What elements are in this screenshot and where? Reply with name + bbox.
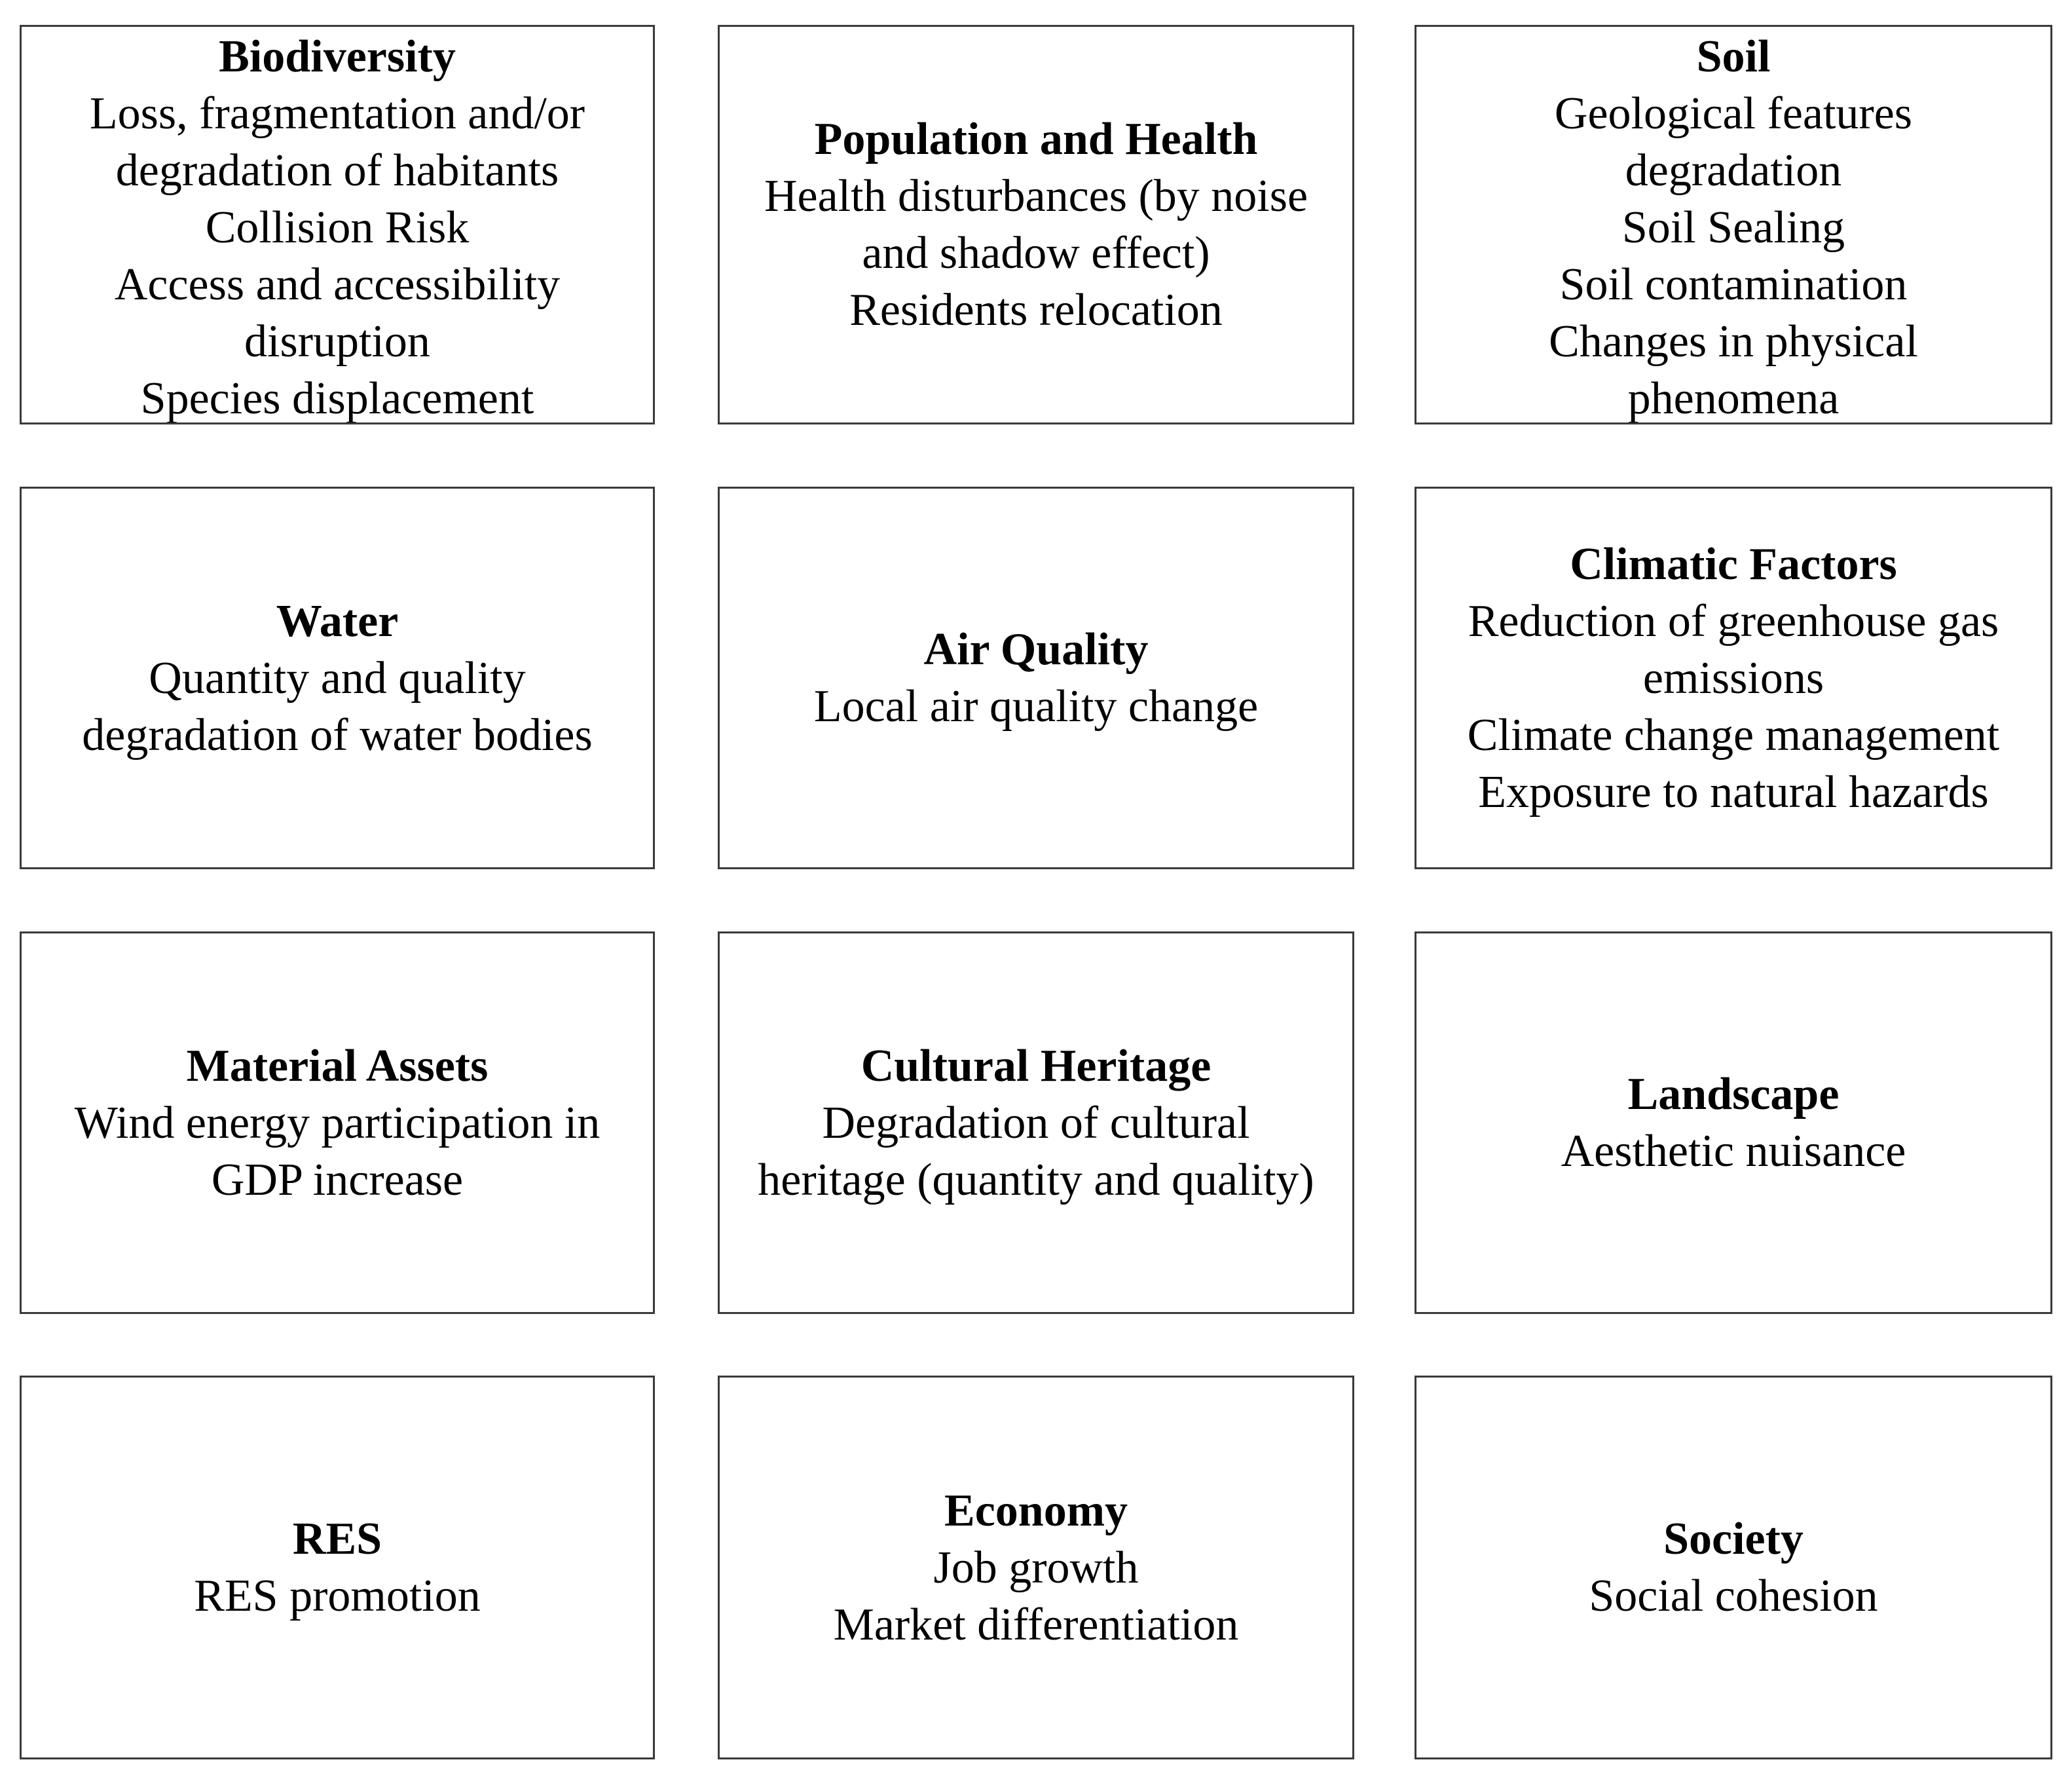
box-line: disruption: [244, 316, 430, 367]
box-line: Exposure to natural hazards: [1478, 766, 1989, 817]
box-line: Changes in physical: [1549, 316, 1918, 367]
box-line: Wind energy participation in: [74, 1097, 601, 1148]
box-title: Cultural Heritage: [860, 1040, 1212, 1091]
box-lines: [194, 1567, 481, 1624]
box-landscape: [1415, 931, 2052, 1314]
box-lines: [834, 1539, 1239, 1653]
box-line: Market differentiation: [833, 1599, 1239, 1650]
box-line: degradation of water bodies: [82, 709, 593, 760]
box-line: emissions: [1642, 652, 1824, 704]
box-title: Biodiversity: [219, 31, 456, 82]
box-cultural-heritage: [718, 931, 1354, 1314]
box-line: Species displacement: [140, 373, 534, 424]
box-lines: [90, 85, 585, 424]
box-res: [20, 1376, 655, 1759]
box-title: Material Assets: [186, 1040, 489, 1091]
box-line: Climate change management: [1467, 709, 2000, 760]
box-line: Collision Risk: [205, 202, 470, 253]
box-line: Loss, fragmentation and/or: [89, 88, 585, 139]
box-air-quality: [718, 487, 1354, 869]
box-title: Water: [276, 595, 399, 647]
box-biodiversity: [20, 25, 655, 424]
box-title: Economy: [944, 1485, 1128, 1536]
box-line: Social cohesion: [1589, 1571, 1878, 1621]
box-lines: [764, 168, 1308, 339]
box-line: Job growth: [933, 1542, 1139, 1593]
box-economy: [718, 1376, 1354, 1759]
box-line: heritage (quantity and quality): [758, 1154, 1314, 1205]
box-population-and-health: [718, 25, 1354, 424]
box-lines: [758, 1095, 1314, 1209]
box-lines: [82, 650, 592, 764]
box-soil: [1415, 25, 2052, 424]
box-lines: [1561, 1123, 1906, 1180]
box-title: Soil: [1696, 31, 1771, 82]
box-line: Soil contamination: [1559, 259, 1908, 310]
box-line: Reduction of greenhouse gas: [1468, 595, 1999, 647]
box-line: degradation of habitants: [115, 145, 559, 196]
box-line: Geological features: [1554, 88, 1913, 139]
box-line: and shadow effect): [862, 228, 1210, 278]
box-line: RES promotion: [194, 1571, 481, 1621]
box-line: Residents relocation: [849, 285, 1223, 335]
box-line: Access and accessibility: [114, 259, 561, 310]
box-title: Landscape: [1627, 1069, 1840, 1119]
box-title: Climatic Factors: [1570, 538, 1897, 590]
box-material-assets: [20, 931, 655, 1314]
box-title: Population and Health: [814, 114, 1258, 164]
box-lines: [1589, 1567, 1878, 1624]
box-line: Quantity and quality: [149, 652, 526, 704]
box-line: GDP increase: [211, 1154, 464, 1205]
box-line: Local air quality change: [813, 681, 1259, 732]
box-title: RES: [292, 1514, 382, 1564]
box-line: degradation: [1625, 145, 1842, 196]
box-line: Health disturbances (by noise: [764, 171, 1308, 221]
box-lines: [1549, 85, 1918, 424]
box-title: Air Quality: [923, 624, 1149, 675]
box-lines: [814, 678, 1258, 735]
box-line: phenomena: [1627, 373, 1840, 424]
box-title: Society: [1663, 1514, 1804, 1564]
box-water: [20, 487, 655, 869]
box-lines: [1468, 593, 1999, 821]
box-line: Degradation of cultural: [822, 1097, 1250, 1148]
box-line: Soil Sealing: [1621, 202, 1845, 253]
box-line: Aesthetic nuisance: [1561, 1126, 1906, 1176]
box-climatic-factors: [1415, 487, 2052, 869]
box-lines: [75, 1095, 601, 1209]
box-society: [1415, 1376, 2052, 1759]
